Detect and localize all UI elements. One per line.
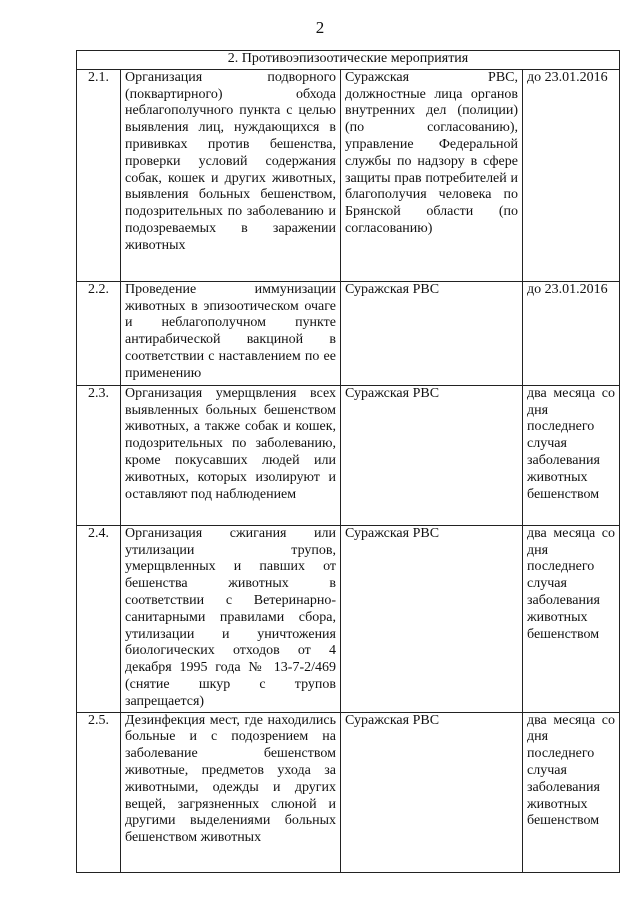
table-row — [77, 712, 620, 872]
measure-description: Организация умерщвления всех выявленных больных бешенством животных, а также собак и кошек, подозрительных по заболеванию, кроме покусавших людей или животных, которых изолируют и оставляют под наблюдением — [121, 385, 341, 525]
table-row — [77, 525, 620, 712]
deadline: два месяца со дня последнего случая заболевания животных бешенством — [523, 525, 620, 712]
measure-description: Организация подворного (поквартирного) обхода неблагополучного пункта с целью выявления лиц, нуждающихся в прививках против бешенства, проверки условий содержания собак, кошек и других животных, выявления больных бешенством, подозрительных по заболеванию и подозреваемых в заражении животных — [121, 69, 341, 281]
deadline: до 23.01.2016 — [523, 281, 620, 385]
section-header-row — [77, 51, 620, 70]
table-row — [77, 69, 620, 281]
measure-description: Проведение иммунизации животных в эпизоотическом очаге и неблагополучном пункте антирабической вакциной в соответствии с наставлением по ее применению — [121, 281, 341, 385]
deadline: до 23.01.2016 — [523, 69, 620, 281]
deadline: два месяца со дня последнего случая заболевания животных бешенством — [523, 712, 620, 872]
row-number: 2.1. — [77, 69, 121, 281]
table-row — [77, 281, 620, 385]
responsible-party: Суражская РВС — [341, 385, 523, 525]
responsible-party: Суражская РВС — [341, 281, 523, 385]
section-title: 2. Противоэпизоотические мероприятия — [77, 51, 620, 70]
row-number: 2.5. — [77, 712, 121, 872]
measure-description: Организация сжигания или утилизации трупов, умерщвленных и павших от бешенства животных в соответствии с Ветеринарно-санитарными правилами сбора, утилизации и уничтожения биологических отходов от 4 декабря 1995 года № 13-7-2/469 (снятие шкур с трупов запрещается) — [121, 525, 341, 712]
deadline: два месяца со дня последнего случая заболевания животных бешенством — [523, 385, 620, 525]
row-number: 2.4. — [77, 525, 121, 712]
page-number: 2 — [315, 18, 325, 37]
responsible-party: Суражская РВС — [341, 712, 523, 872]
responsible-party: Суражская РВС, должностные лица органов внутренних дел (полиции) (по согласованию), управление Федеральной службы по надзору в сфере защиты прав потребителей и благополучия человека по Брянской области (по согласованию) — [341, 69, 523, 281]
table-row — [77, 385, 620, 525]
measures-table — [76, 50, 620, 873]
row-number: 2.2. — [77, 281, 121, 385]
measure-description: Дезинфекция мест, где находились больные и с подозрением на заболевание бешенством животные, предметов ухода за животными, одежды и других вещей, загрязненных слюной и другими выделениями больных бешенством животных — [121, 712, 341, 872]
row-number: 2.3. — [77, 385, 121, 525]
responsible-party: Суражская РВС — [341, 525, 523, 712]
